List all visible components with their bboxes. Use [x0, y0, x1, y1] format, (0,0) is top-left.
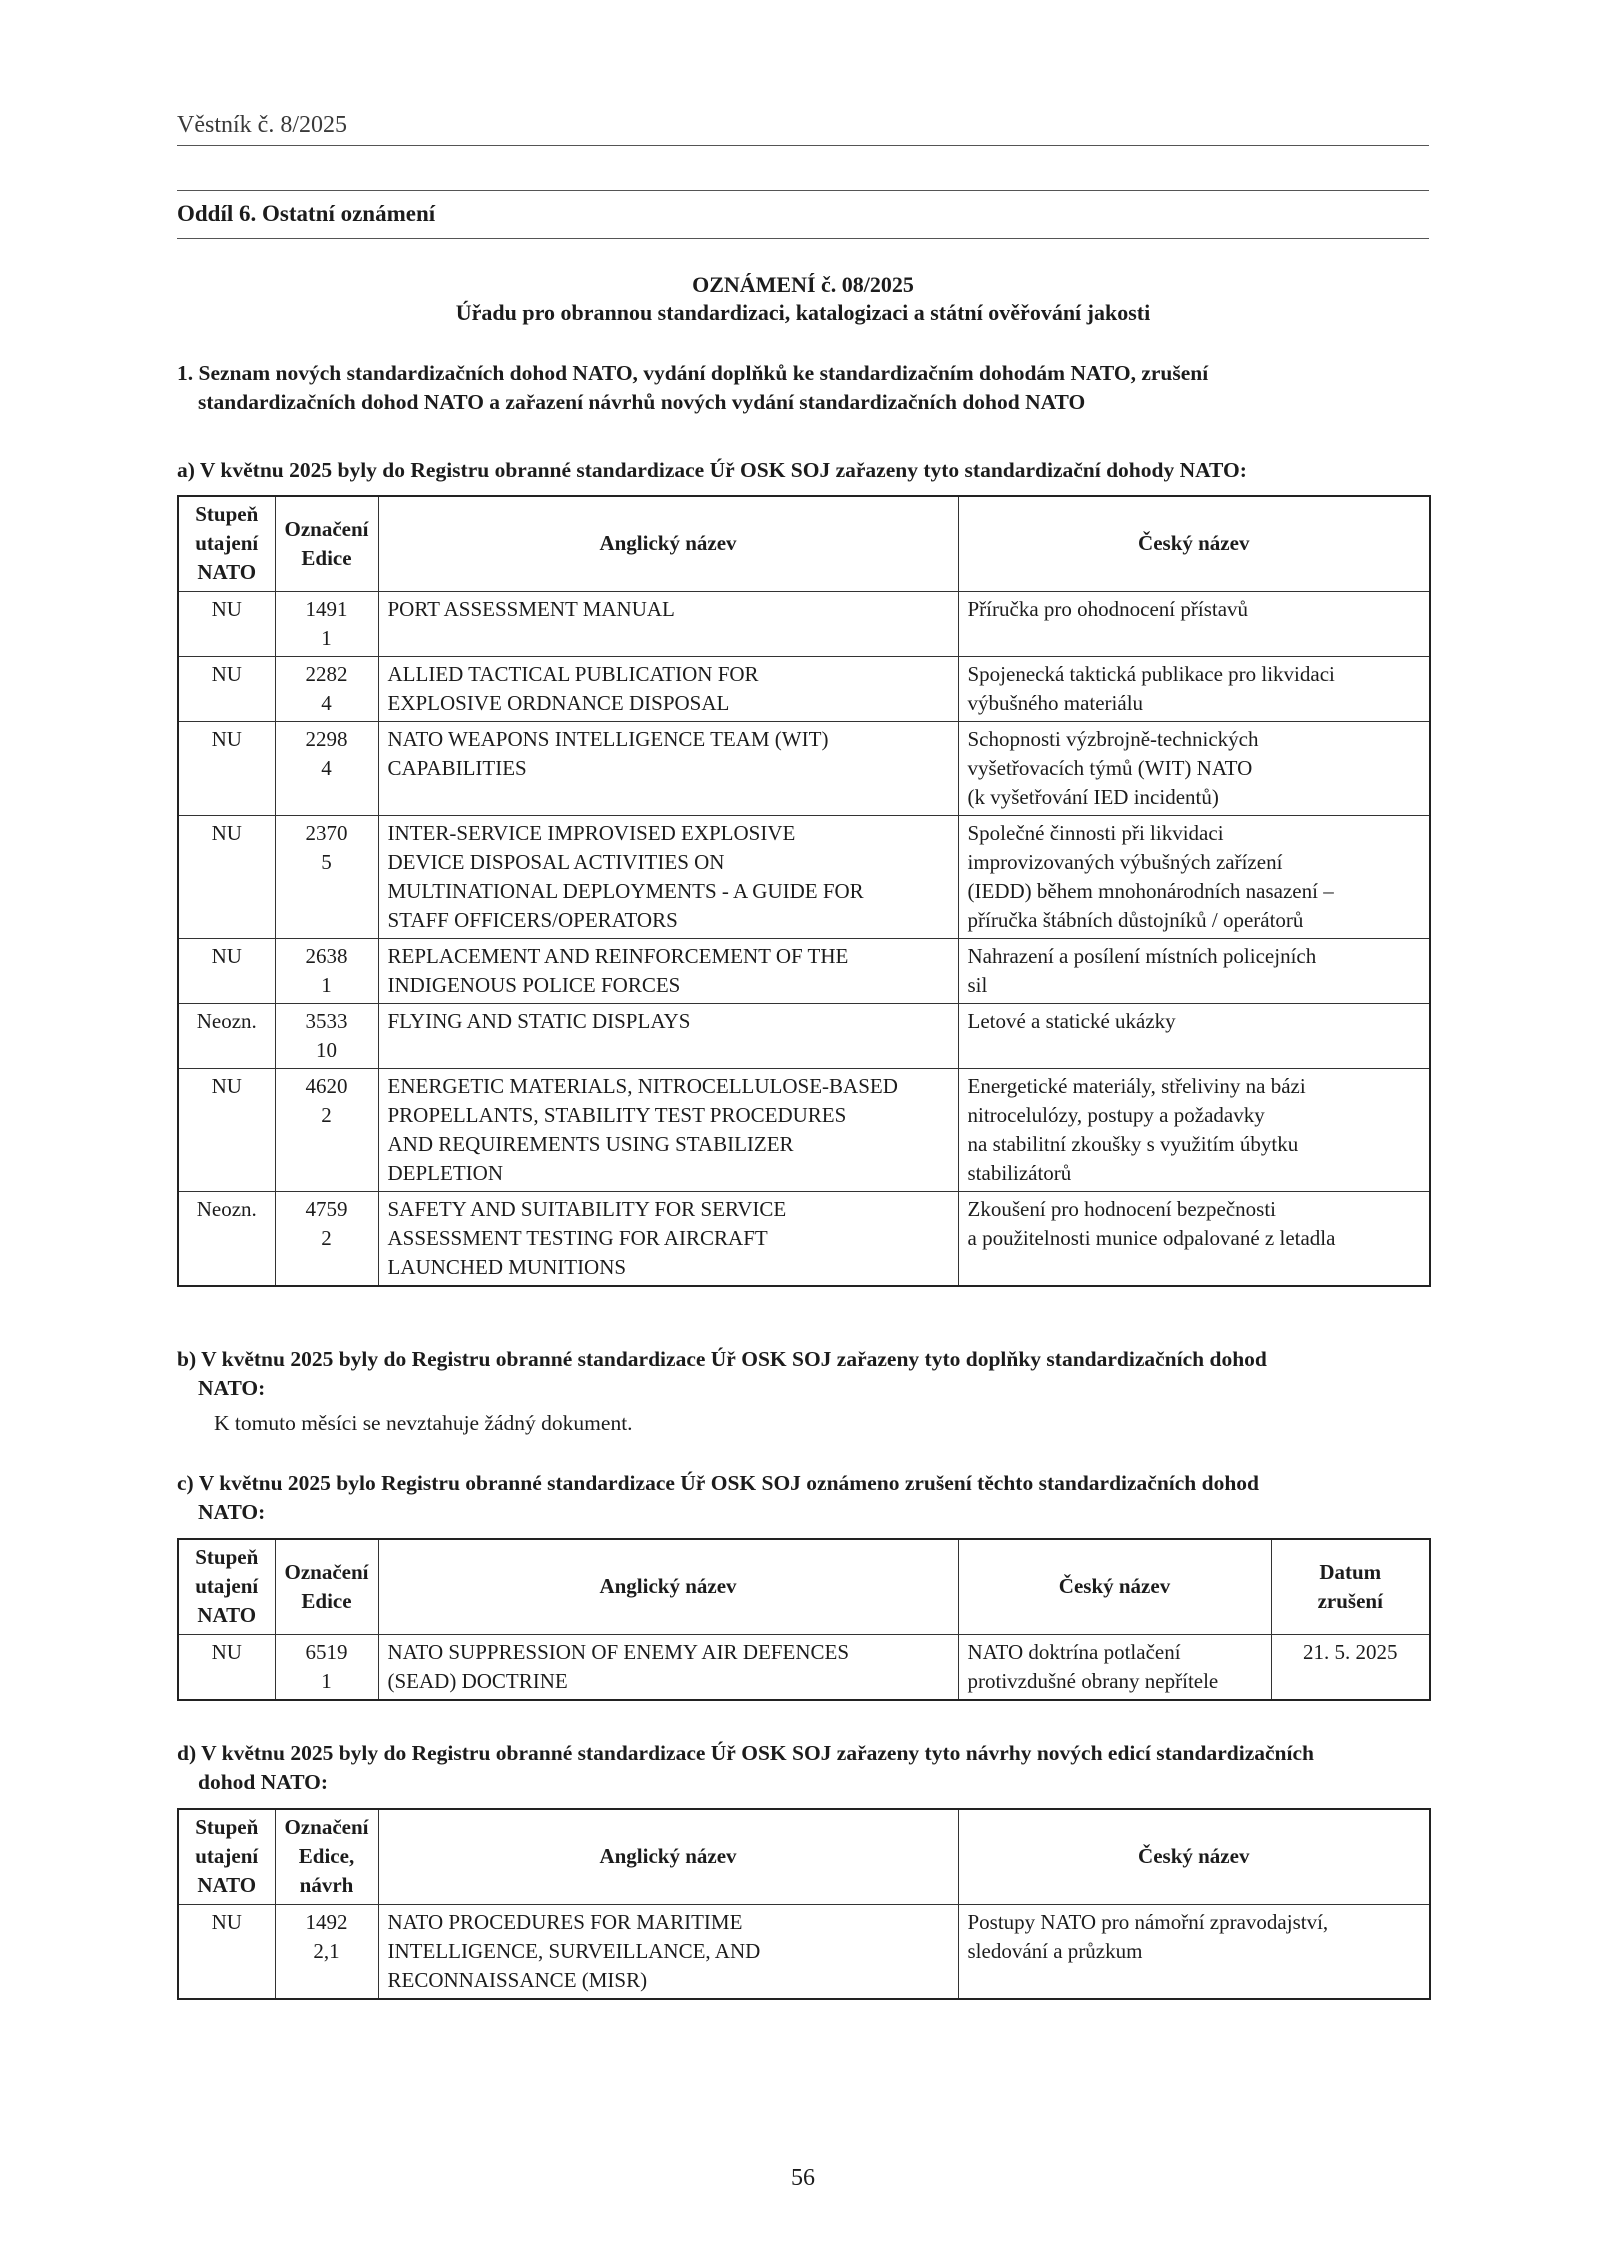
- table-row: [178, 1003, 1430, 1068]
- edition-number: 2,1: [313, 1938, 340, 1963]
- english-title-line: LAUNCHED MUNITIONS: [387, 1254, 627, 1279]
- classification-cell: NU: [178, 1904, 275, 1999]
- english-title-line: EXPLOSIVE ORDNANCE DISPOSAL: [387, 690, 730, 715]
- czech-title-line: vyšetřovacích týmů (WIT) NATO: [967, 755, 1253, 780]
- czech-title-line: improvizovaných výbušných zařízení: [967, 849, 1283, 874]
- table-row: [178, 938, 1430, 1003]
- english-title-cell: [378, 1904, 958, 1999]
- section-rule-top: [177, 190, 1429, 191]
- col-classification: Stupeň utajení NATO: [178, 496, 275, 591]
- english-title-line: ASSESSMENT TESTING FOR AIRCRAFT: [387, 1225, 768, 1250]
- table-row: [178, 1068, 1430, 1191]
- page-number: 56: [791, 2165, 815, 2191]
- col-cancel-date: Datum zrušení: [1271, 1539, 1430, 1634]
- czech-title-cell: [958, 1904, 1430, 1999]
- english-title-line: ALLIED TACTICAL PUBLICATION FOR: [387, 661, 759, 686]
- czech-title-line: Společné činnosti při likvidaci: [967, 820, 1224, 845]
- edition-number: 1: [321, 972, 332, 997]
- czech-title-cell: [958, 815, 1430, 938]
- cancel-date-cell: 21. 5. 2025: [1271, 1634, 1430, 1700]
- section-d-heading-1: d) V květnu 2025 byly do Registru obranné standardizace Úř OSK SOJ zařazeny tyto návrhy nových edicí standardizačních: [177, 1741, 1314, 1765]
- english-title-line: MULTINATIONAL DEPLOYMENTS - A GUIDE FOR: [387, 878, 864, 903]
- table-row: [178, 1904, 1430, 1999]
- col-english: Anglický název: [378, 496, 958, 591]
- journal-header: Věstník č. 8/2025: [177, 112, 347, 138]
- col-english: Anglický název: [378, 1539, 958, 1634]
- czech-title-line: příručka štábních důstojníků / operátorů: [967, 907, 1304, 932]
- table-row: [178, 1634, 1430, 1700]
- czech-title-line: na stabilitní zkoušky s využitím úbytku: [967, 1131, 1299, 1156]
- english-title-line: PORT ASSESSMENT MANUAL: [387, 596, 675, 621]
- col-czech: Český název: [958, 1539, 1271, 1634]
- section-b-heading-2: NATO:: [198, 1376, 266, 1400]
- czech-title-line: (IEDD) během mnohonárodních nasazení –: [967, 878, 1334, 903]
- czech-title-cell: [958, 591, 1430, 656]
- table-row: [178, 656, 1430, 721]
- english-title-line: (SEAD) DOCTRINE: [387, 1668, 568, 1693]
- classification-cell: Neozn.: [178, 1191, 275, 1286]
- stanag-number: 4759: [305, 1196, 348, 1221]
- col-designation: Označení Edice: [275, 496, 378, 591]
- edition-number: 10: [316, 1037, 337, 1062]
- edition-number: 4: [321, 755, 332, 780]
- col-designation: Označení Edice: [275, 1539, 378, 1634]
- english-title-line: DEPLETION: [387, 1160, 503, 1185]
- edition-number: 1: [321, 625, 332, 650]
- english-title-line: ENERGETIC MATERIALS, NITROCELLULOSE-BASED: [387, 1073, 898, 1098]
- designation-cell: [275, 656, 378, 721]
- classification-cell: NU: [178, 815, 275, 938]
- item1-line2: standardizačních dohod NATO a zařazení návrhů nových vydání standardizačních dohod NATO: [198, 390, 1086, 414]
- edition-number: 5: [321, 849, 332, 874]
- classification-cell: NU: [178, 1068, 275, 1191]
- english-title-line: SAFETY AND SUITABILITY FOR SERVICE: [387, 1196, 787, 1221]
- header-rule: [177, 145, 1429, 146]
- english-title-cell: [378, 656, 958, 721]
- stanag-number: 2638: [305, 943, 348, 968]
- czech-title-line: nitrocelulózy, postupy a požadavky: [967, 1102, 1265, 1127]
- table-c: [177, 1538, 1431, 1701]
- classification-cell: NU: [178, 721, 275, 815]
- section-d-heading-2: dohod NATO:: [198, 1770, 329, 1794]
- table-c-header-row: [178, 1539, 1430, 1634]
- english-title-line: FLYING AND STATIC DISPLAYS: [387, 1008, 691, 1033]
- czech-title-cell: [958, 938, 1430, 1003]
- english-title-line: RECONNAISSANCE (MISR): [387, 1967, 648, 1992]
- designation-cell: [275, 1904, 378, 1999]
- czech-title-cell: [958, 1068, 1430, 1191]
- english-title-line: INDIGENOUS POLICE FORCES: [387, 972, 681, 997]
- edition-number: 1: [321, 1668, 332, 1693]
- col-czech: Český název: [958, 1809, 1430, 1904]
- czech-title-line: Nahrazení a posílení místních policejních: [967, 943, 1317, 968]
- english-title-line: STAFF OFFICERS/OPERATORS: [387, 907, 678, 932]
- czech-title-line: sil: [967, 972, 988, 997]
- czech-title-line: NATO doktrína potlačení: [967, 1639, 1181, 1664]
- edition-number: 4: [321, 690, 332, 715]
- czech-title-line: Zkoušení pro hodnocení bezpečnosti: [967, 1196, 1276, 1221]
- czech-title-cell: [958, 1634, 1271, 1700]
- english-title-line: INTELLIGENCE, SURVEILLANCE, AND: [387, 1938, 761, 1963]
- czech-title-line: stabilizátorů: [967, 1160, 1072, 1185]
- english-title-line: PROPELLANTS, STABILITY TEST PROCEDURES: [387, 1102, 847, 1127]
- czech-title-line: sledování a průzkum: [967, 1938, 1143, 1963]
- col-czech: Český název: [958, 496, 1430, 591]
- edition-number: 2: [321, 1225, 332, 1250]
- english-title-cell: [378, 815, 958, 938]
- section-c-heading-1: c) V květnu 2025 bylo Registru obranné standardizace Úř OSK SOJ oznámeno zrušení těchto standardizačních dohod: [177, 1471, 1260, 1495]
- czech-title-line: (k vyšetřování IED incidentů): [967, 784, 1219, 809]
- czech-title-line: Letové a statické ukázky: [967, 1008, 1176, 1033]
- section-rule-bottom: [177, 238, 1429, 239]
- czech-title-line: Schopnosti výzbrojně-technických: [967, 726, 1259, 751]
- stanag-number: 3533: [305, 1008, 348, 1033]
- col-classification: Stupeň utajení NATO: [178, 1539, 275, 1634]
- stanag-number: 2298: [305, 726, 348, 751]
- designation-cell: [275, 591, 378, 656]
- table-a: [177, 495, 1431, 1287]
- english-title-cell: [378, 1634, 958, 1700]
- stanag-number: 2370: [305, 820, 348, 845]
- czech-title-line: a použitelnosti munice odpalované z letadla: [967, 1225, 1336, 1250]
- table-d: [177, 1808, 1431, 2000]
- czech-title-line: Energetické materiály, střeliviny na bázi: [967, 1073, 1306, 1098]
- czech-title-cell: [958, 656, 1430, 721]
- english-title-line: INTER-SERVICE IMPROVISED EXPLOSIVE: [387, 820, 796, 845]
- czech-title-line: Příručka pro ohodnocení přístavů: [967, 596, 1249, 621]
- stanag-number: 1492: [305, 1909, 348, 1934]
- table-row: [178, 815, 1430, 938]
- english-title-line: NATO PROCEDURES FOR MARITIME: [387, 1909, 743, 1934]
- section-b-heading-1: b) V květnu 2025 byly do Registru obranné standardizace Úř OSK SOJ zařazeny tyto doplňky standardizačních dohod: [177, 1347, 1267, 1371]
- designation-cell: [275, 815, 378, 938]
- english-title-cell: [378, 591, 958, 656]
- classification-cell: NU: [178, 656, 275, 721]
- designation-cell: [275, 1003, 378, 1068]
- table-row: [178, 721, 1430, 815]
- english-title-line: DEVICE DISPOSAL ACTIVITIES ON: [387, 849, 725, 874]
- section-a-heading: a) V květnu 2025 byly do Registru obranné standardizace Úř OSK SOJ zařazeny tyto standardizační dohody NATO:: [177, 458, 1247, 482]
- edition-number: 2: [321, 1102, 332, 1127]
- designation-cell: [275, 1068, 378, 1191]
- section-b-note: K tomuto měsíci se nevztahuje žádný dokument.: [214, 1411, 633, 1435]
- english-title-cell: [378, 1003, 958, 1068]
- english-title-line: REPLACEMENT AND REINFORCEMENT OF THE: [387, 943, 849, 968]
- english-title-cell: [378, 721, 958, 815]
- english-title-line: NATO SUPPRESSION OF ENEMY AIR DEFENCES: [387, 1639, 849, 1664]
- table-row: [178, 591, 1430, 656]
- stanag-number: 4620: [305, 1073, 348, 1098]
- table-a-header-row: [178, 496, 1430, 591]
- section-title: Oddíl 6. Ostatní oznámení: [177, 201, 436, 226]
- english-title-line: CAPABILITIES: [387, 755, 527, 780]
- czech-title-cell: [958, 1191, 1430, 1286]
- stanag-number: 6519: [305, 1639, 348, 1664]
- czech-title-line: Postupy NATO pro námořní zpravodajství,: [967, 1909, 1329, 1934]
- czech-title-line: výbušného materiálu: [967, 690, 1144, 715]
- czech-title-cell: [958, 1003, 1430, 1068]
- classification-cell: NU: [178, 938, 275, 1003]
- designation-cell: [275, 938, 378, 1003]
- item1-line1: 1. Seznam nových standardizačních dohod NATO, vydání doplňků ke standardizačním dohodám NATO, zrušení: [177, 361, 1209, 385]
- col-designation: Označení Edice, návrh: [275, 1809, 378, 1904]
- english-title-cell: [378, 1068, 958, 1191]
- notice-issuer: Úřadu pro obrannou standardizaci, katalogizaci a státní ověřování jakosti: [455, 300, 1151, 325]
- classification-cell: NU: [178, 1634, 275, 1700]
- english-title-cell: [378, 1191, 958, 1286]
- czech-title-line: protivzdušné obrany nepřítele: [967, 1668, 1219, 1693]
- notice-number: OZNÁMENÍ č. 08/2025: [692, 272, 914, 297]
- classification-cell: NU: [178, 591, 275, 656]
- designation-cell: [275, 1634, 378, 1700]
- col-classification: Stupeň utajení NATO: [178, 1809, 275, 1904]
- col-english: Anglický název: [378, 1809, 958, 1904]
- czech-title-cell: [958, 721, 1430, 815]
- designation-cell: [275, 1191, 378, 1286]
- stanag-number: 1491: [305, 596, 348, 621]
- english-title-line: AND REQUIREMENTS USING STABILIZER: [387, 1131, 794, 1156]
- classification-cell: Neozn.: [178, 1003, 275, 1068]
- designation-cell: [275, 721, 378, 815]
- table-d-header-row: [178, 1809, 1430, 1904]
- english-title-line: NATO WEAPONS INTELLIGENCE TEAM (WIT): [387, 726, 829, 751]
- table-row: [178, 1191, 1430, 1286]
- english-title-cell: [378, 938, 958, 1003]
- section-c-heading-2: NATO:: [198, 1500, 266, 1524]
- czech-title-line: Spojenecká taktická publikace pro likvidaci: [967, 661, 1335, 686]
- stanag-number: 2282: [305, 661, 348, 686]
